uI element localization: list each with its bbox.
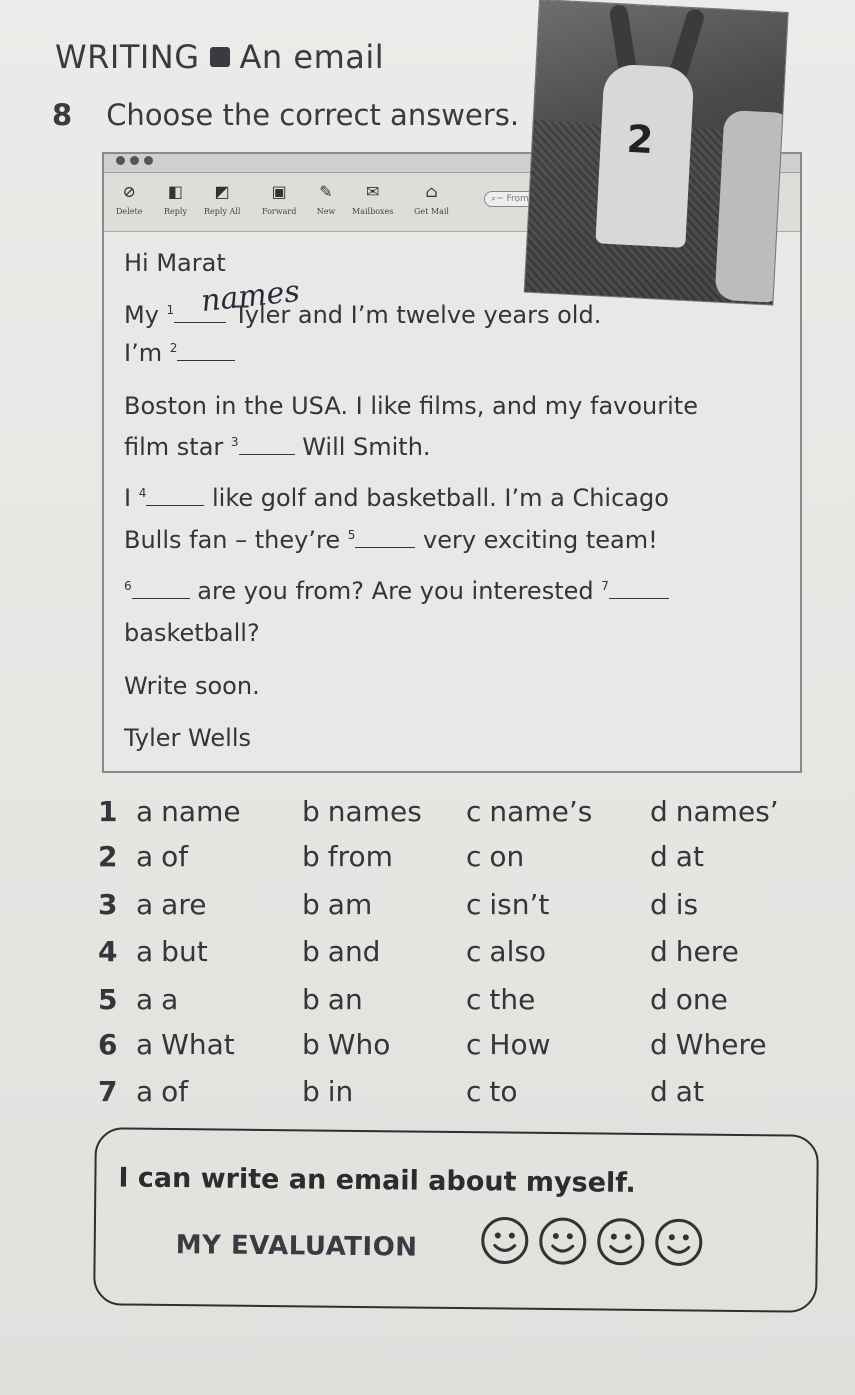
question-number: 2 xyxy=(98,840,118,873)
question-number: 5 xyxy=(98,983,118,1016)
search-placeholder: From xyxy=(506,194,529,204)
option-1d[interactable]: d names’ xyxy=(650,795,779,828)
option-2b[interactable]: b from xyxy=(302,840,393,873)
option-7a[interactable]: a of xyxy=(136,1075,189,1108)
option-7c[interactable]: c to xyxy=(466,1075,518,1108)
window-close-dot[interactable] xyxy=(116,156,125,165)
option-6c[interactable]: c How xyxy=(466,1028,551,1061)
forward-button[interactable] xyxy=(262,181,296,216)
smiley-face-icon[interactable] xyxy=(651,1215,706,1270)
reply-all-icon: ◩ xyxy=(214,181,230,201)
smiley-face-icon[interactable] xyxy=(536,1214,591,1269)
blank-7[interactable] xyxy=(609,598,669,599)
email-greeting: Hi Marat xyxy=(124,249,226,277)
new-message-icon: ✎ xyxy=(319,181,333,201)
forward-label: Forward xyxy=(262,207,297,216)
option-4d[interactable]: d here xyxy=(650,935,739,968)
new-button[interactable] xyxy=(316,181,336,216)
delete-icon: ⊘ xyxy=(122,181,136,201)
option-2c[interactable]: c on xyxy=(466,840,525,873)
option-5c[interactable]: c the xyxy=(466,983,536,1016)
option-1c[interactable]: c name’s xyxy=(466,795,593,828)
blank-1[interactable] xyxy=(174,322,226,323)
option-5d[interactable]: d one xyxy=(650,983,728,1016)
reply-all-button[interactable] xyxy=(204,181,240,216)
delete-button[interactable] xyxy=(116,181,142,216)
email-line-4: film star $^3$ Will Smith. xyxy=(124,433,431,461)
email-line-2: I’m $^2$ xyxy=(124,339,235,367)
email-line-5: I $^4$ like golf and basketball. I’m a Chicago xyxy=(124,484,669,512)
delete-label: Delete xyxy=(116,207,143,216)
get-mail-label: Get Mail xyxy=(414,207,449,216)
blank-4[interactable] xyxy=(146,505,204,506)
reply-label: Reply xyxy=(164,207,187,216)
option-7b[interactable]: b in xyxy=(302,1075,354,1108)
option-5a[interactable]: a a xyxy=(136,983,179,1016)
question-number: 3 xyxy=(98,888,118,921)
get-mail-icon: ⌂ xyxy=(425,181,438,201)
email-signature: Tyler Wells xyxy=(124,724,251,752)
option-3d[interactable]: d is xyxy=(650,888,699,921)
option-5b[interactable]: b an xyxy=(302,983,363,1016)
email-line-3: Boston in the USA. I like films, and my favourite xyxy=(124,392,698,420)
smiley-face-icon[interactable] xyxy=(594,1214,649,1269)
task-instruction xyxy=(52,98,519,132)
question-number: 7 xyxy=(98,1075,118,1108)
mailboxes-label: Mailboxes xyxy=(352,207,394,216)
window-controls xyxy=(116,156,153,165)
reply-icon: ◧ xyxy=(167,181,184,201)
mailboxes-button[interactable] xyxy=(352,181,393,216)
search-icon: ⌕~ xyxy=(491,194,507,204)
get-mail-button[interactable] xyxy=(414,181,449,216)
handwritten-answer: names xyxy=(199,273,302,320)
option-4a[interactable]: a but xyxy=(136,935,208,968)
my-evaluation-label: MY EVALUATION xyxy=(175,1230,418,1263)
window-zoom-dot[interactable] xyxy=(144,156,153,165)
option-7d[interactable]: d at xyxy=(650,1075,704,1108)
window-minimize-dot[interactable] xyxy=(130,156,139,165)
option-4b[interactable]: b and xyxy=(302,935,381,968)
evaluation-box xyxy=(93,1127,819,1313)
blank-3[interactable] xyxy=(239,454,295,455)
reply-button[interactable] xyxy=(164,181,187,216)
evaluation-faces xyxy=(478,1213,707,1269)
option-2a[interactable]: a of xyxy=(136,840,189,873)
question-number: 4 xyxy=(98,935,118,968)
option-3c[interactable]: c isn’t xyxy=(466,888,550,921)
can-do-statement: I can write an email about myself. xyxy=(118,1162,636,1199)
section-heading xyxy=(55,38,384,76)
option-1b[interactable]: b names xyxy=(302,795,422,828)
option-2d[interactable]: d at xyxy=(650,840,704,873)
heading-writing: WRITING xyxy=(55,38,200,76)
reply-all-label: Reply All xyxy=(204,207,241,216)
task-number: 8 xyxy=(52,98,73,132)
option-3b[interactable]: b am xyxy=(302,888,373,921)
email-line-1: My $^1$ Tyler and I’m twelve years old. names xyxy=(124,273,602,329)
blank-5[interactable] xyxy=(355,547,415,548)
smiley-face-icon[interactable] xyxy=(478,1213,533,1268)
option-1a[interactable]: a name xyxy=(136,795,241,828)
blank-6[interactable] xyxy=(132,598,190,599)
option-6d[interactable]: d Where xyxy=(650,1028,767,1061)
forward-icon: ▣ xyxy=(271,181,287,201)
photo-player: 2 xyxy=(595,63,694,247)
option-3a[interactable]: a are xyxy=(136,888,207,921)
blank-2[interactable] xyxy=(177,360,235,361)
option-6a[interactable]: a What xyxy=(136,1028,235,1061)
option-6b[interactable]: b Who xyxy=(302,1028,391,1061)
email-line-7: $^6$ are you from? Are you interested $^7$ xyxy=(124,577,669,605)
question-number: 6 xyxy=(98,1028,118,1061)
task-text: Choose the correct answers. xyxy=(106,98,520,132)
email-line-9: Write soon. xyxy=(124,672,260,700)
heading-email: An email xyxy=(239,38,385,76)
question-number: 1 xyxy=(98,795,118,828)
mailboxes-icon: ✉ xyxy=(365,181,380,201)
basketball-photo xyxy=(525,0,788,305)
heading-bullet-icon xyxy=(210,47,230,67)
option-4c[interactable]: c also xyxy=(466,935,547,968)
email-line-8: basketball? xyxy=(124,619,260,647)
new-label: New xyxy=(316,207,336,216)
email-line-6: Bulls fan – they’re $^5$ very exciting team! xyxy=(124,526,658,554)
